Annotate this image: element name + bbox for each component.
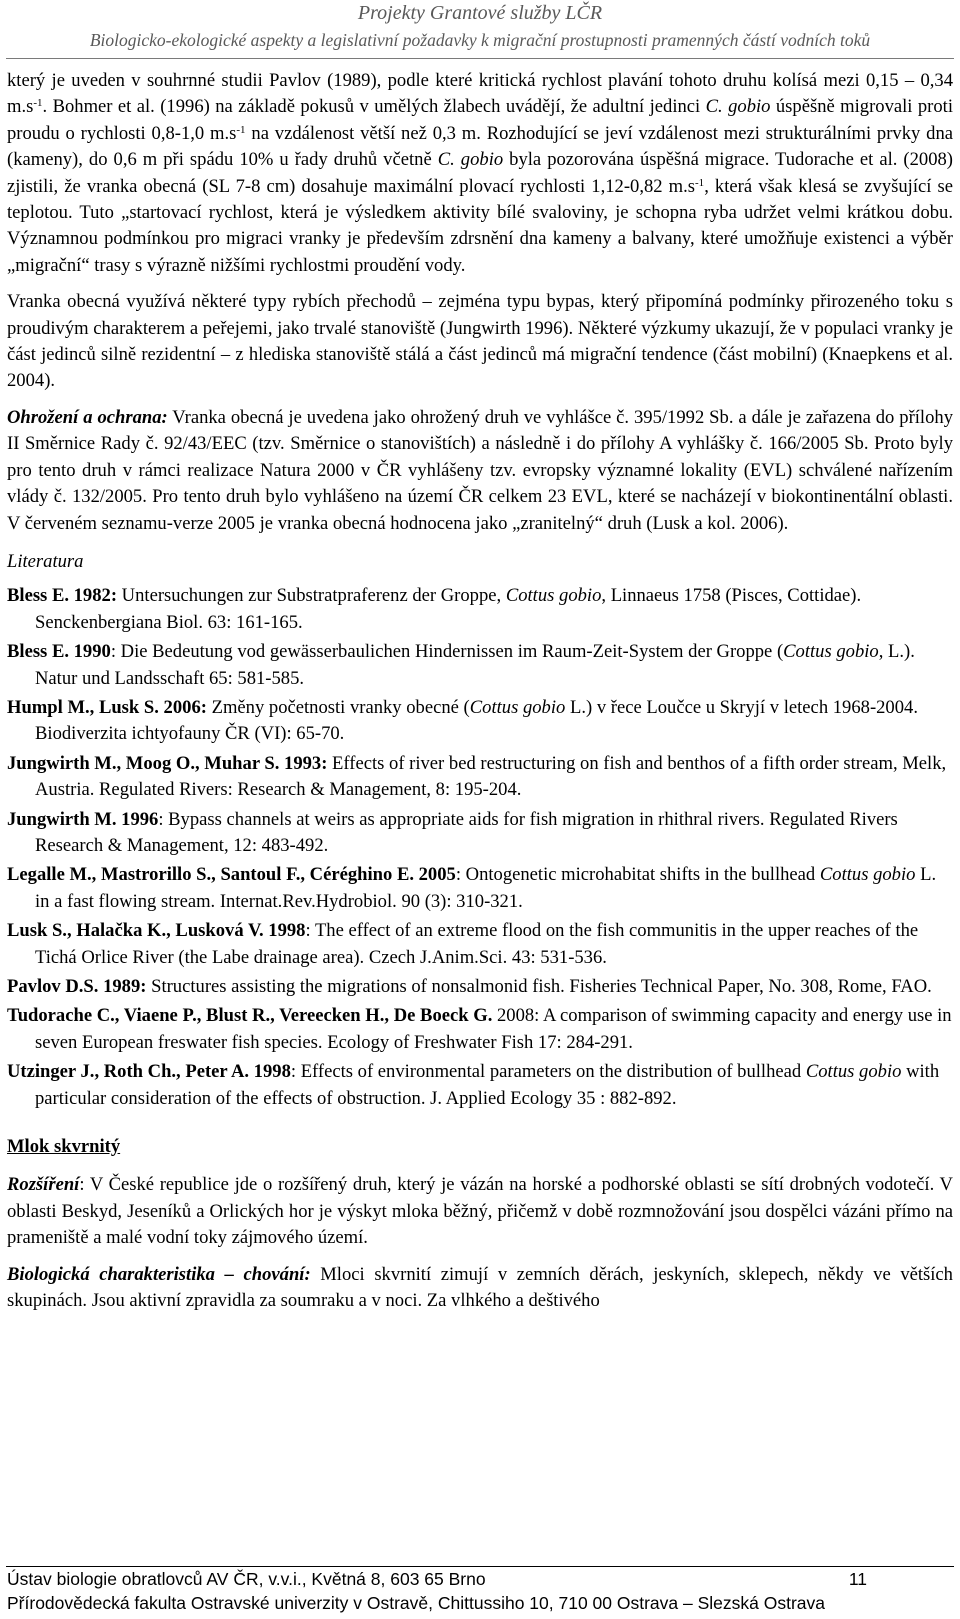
superscript: -1 [33, 97, 43, 110]
paragraph-behaviour [7, 1262, 953, 1315]
reference-item [7, 807, 953, 860]
reference-item [7, 639, 953, 692]
reference-item [7, 974, 953, 1000]
superscript: -1 [236, 123, 246, 136]
header-title: Projekty Grantové služby LČR [357, 2, 603, 24]
reference-text: L. in a fast flowing stream. Internat.Rev.Hydrobiol. 90 (3): 310-321. [35, 864, 937, 912]
reference-authors: Pavlov D.S. 1989: [7, 976, 147, 997]
text-run: . Bohmer et al. (1996) na základě pokusů v umělých žlabech uvádějí, že adultní jedinci [42, 96, 706, 118]
reference-text: Změny početnosti vranky obecné ( [206, 696, 470, 718]
paragraph-fish-passes: Vranka obecná využívá některé typy rybích přechodů – zejména typu bypas, který připomíná podmínky přirozeného toku s proudivým charakterem a peřejemi, jako trvalé stanoviště (Jungwirth 1996). Některé výzkumy ukazují, že v populaci vranky je část jedinců silně rezidentní – z hlediska stanoviště stálá a část jedinců má migrační tendence (část mobilní) (Knaepkens et al. 2004). [7, 291, 953, 392]
reference-authors: Humpl M., Lusk S. 2006: [7, 696, 207, 718]
text-run: : V České republice jde o rozšířený druh, který je vázán na horské a podhorské oblasti se sítí drobných vodotečí. V oblasti Beskyd, Jeseníků a Orlických hor je výskyt mloka běžný, přičemž v době rozmnožování jsou dospělci vázáni přímo na prameniště a malé vodní toky zájmového území. [7, 1174, 953, 1249]
reference-authors: Lusk S., Halačka K., Lusková V. 1998 [7, 920, 306, 942]
footer-institution [7, 1569, 953, 1590]
reference-list [7, 583, 953, 1112]
reference-text: Untersuchungen zur Substratpraferenz der Groppe, [117, 585, 506, 607]
section-label-distribution: Rozšíření [7, 1174, 80, 1196]
paragraph-migration-speed [7, 68, 953, 279]
section-label-behaviour: Biologická charakteristika – chování: [7, 1263, 311, 1285]
reference-authors: Bless E. 1982: [7, 585, 118, 607]
paragraph-threat-protection [7, 405, 953, 537]
footer-faculty: Přírodovědecká fakulta Ostravské univerzity v Ostravě, Chittussiho 10, 710 00 Ostrava – Slezská Ostrava [7, 1593, 825, 1613]
superscript: -1 [695, 176, 705, 189]
reference-text: : The effect of an extreme flood on the fish communitis in the upper reaches of the Tichá Orlice River (the Labe drainage area). Czech J.Anim.Sci. 43: 531-536. [35, 920, 919, 968]
footer-address: Ústav biologie obratlovců AV ČR, v.v.i., Květná 8, 603 65 Brno [7, 1569, 486, 1589]
text-run: , která však klesá se zvyšující se teplotou. Tuto „startovací rychlost, která je výsledkem aktivity bílé svaloviny, je schopna ryba udržet velmi krátkou dobu. Významnou podmínkou pro migraci vranky je především zdrsnění dna kameny a balvany, které umožňuje existenci a výběr „migrační“ trasy s výrazně nižšími rychlostmi proudění vody. [7, 175, 953, 276]
reference-text: , Linnaeus 1758 (Pisces, Cottidae). Senckenbergiana Biol. 63: 161-165. [35, 585, 862, 633]
footer-rule [6, 1566, 954, 1567]
reference-authors: Jungwirth M., Moog O., Muhar S. 1993: [7, 752, 328, 774]
reference-species: Cottus gobio [469, 696, 566, 718]
reference-text: with particular consideration of the effects of obstruction. J. Applied Ecology 35 : 882-892. [35, 1061, 940, 1109]
reference-text: : Ontogenetic microhabitat shifts in the bullhead [455, 864, 820, 886]
reference-text: , L.). Natur und Landsschaft 65: 581-585. [35, 641, 915, 689]
text-run: úspěšně migrovali proti proudu o rychlosti 0,8-1,0 m.s [7, 96, 953, 144]
literature-heading-text: Literatura [7, 550, 84, 572]
text-run: který je uveden v souhrnné studii Pavlov (1989), podle které kritická rychlost plavání tohoto druhu kolísá mezi 0,15 – 0,34 m.s [7, 70, 953, 118]
text-run: Mloci skvrnití zimují v zemních děrách, jeskyních, sklepech, někdy ve větších skupinách. Jsou aktivní zpravidla za soumraku a v noci. Za vlhkého a deštivého [7, 1263, 953, 1312]
reference-species: Cottus gobio [505, 585, 602, 607]
reference-item [7, 918, 953, 971]
header-subtitle: Biologicko-ekologické aspekty a legislativní požadavky k migrační prostupnosti pramenných částí vodních toků [89, 30, 871, 50]
reference-species: Cottus gobio [783, 641, 879, 663]
reference-item [7, 583, 953, 636]
reference-species: Cottus gobio [805, 1061, 902, 1083]
reference-item [7, 695, 953, 748]
reference-authors: Utzinger J., Roth Ch., Peter A. 1998 [7, 1061, 291, 1083]
reference-item [7, 862, 953, 915]
species-name: C. gobio [705, 96, 771, 118]
species-name: C. gobio [437, 149, 504, 171]
reference-text: : Effects of environmental parameters on the distribution of bullhead [290, 1061, 806, 1083]
reference-text: : Die Bedeutung vod gewässerbaulichen Hindernissen im Raum-Zeit-System der Groppe ( [110, 641, 784, 663]
reference-text: Effects of river bed restructuring on fish and benthos of a fifth order stream, Melk, Austria. Regulated Rivers: Research & Management, 8: 195-204. [35, 752, 947, 801]
reference-authors: Tudorache C., Viaene P., Blust R., Vereecken H., De Boeck G. [7, 1005, 493, 1027]
reference-authors: Legalle M., Mastrorillo S., Santoul F., Céréghino E. 2005 [7, 864, 456, 886]
section-heading-mlok: Mlok skvrnitý [7, 1136, 121, 1158]
header-rule [6, 58, 954, 59]
reference-authors: Bless E. 1990 [7, 641, 111, 663]
section-label-threat: Ohrožení a ochrana: [7, 406, 168, 428]
paragraph-distribution [7, 1172, 953, 1251]
reference-item [7, 1059, 953, 1112]
reference-authors: Jungwirth M. 1996 [7, 808, 159, 830]
reference-item [7, 1003, 953, 1056]
reference-text: Structures assisting the migrations of nonsalmonid fish. Fisheries Technical Paper, No. 308, Rome, FAO. [146, 976, 932, 997]
text-run: na vzdálenost větší než 0,3 m. Rozhodující se jeví vzdálenost mezi strukturálními prvky dna (kameny), do 0,6 m při spádu 10% u řady druhů včetně [7, 122, 953, 171]
page-number: 11 [848, 1569, 867, 1589]
reference-species: Cottus gobio [819, 864, 916, 886]
main-content [7, 68, 953, 1314]
literature-heading [7, 549, 953, 575]
reference-text: 2008: A comparison of swimming capacity and energy use in seven European freswater fish species. Ecology of Freshwater Fish 17: 284-291. [35, 1005, 952, 1053]
text-run: byla pozorována úspěšná migrace. Tudorache et al. (2008) zjistili, že vranka obecná (SL 7-8 cm) dosahuje maximální plovací rychlosti 1,12-0,82 m.s [7, 149, 953, 197]
reference-item [7, 751, 953, 804]
reference-text: L.) v řece Loučce u Skryjí v letech 1968-2004. Biodiverzita ichtyofauny ČR (VI): 65-70. [35, 696, 918, 745]
text-run: Vranka obecná je uvedena jako ohrožený druh ve vyhlášce č. 395/1992 Sb. a dále je zařazena do přílohy II Směrnice Rady č. 92/43/EEC (tzv. Směrnice o stanovištích) a následně i do přílohy A vyhlášky č. 166/2005 Sb. Proto byly pro tento druh v rámci realizace Natura 2000 v ČR vyhlášeny tzv. evropsky významné lokality (EVL) schválené nařízením vlády č. 132/2005. Pro tento druh bylo vyhlášeno na území ČR celkem 23 EVL, které se nacházejí v biokontinentální oblasti. V červeném seznamu-verze 2005 je vranka obecná hodnocena jako „zranitelný“ druh (Lusk a kol. 2006). [7, 406, 953, 534]
reference-text: : Bypass channels at weirs as appropriate aids for fish migration in rhithral rivers. Regulated Rivers Research & Management, 12: 483-492. [35, 808, 898, 856]
